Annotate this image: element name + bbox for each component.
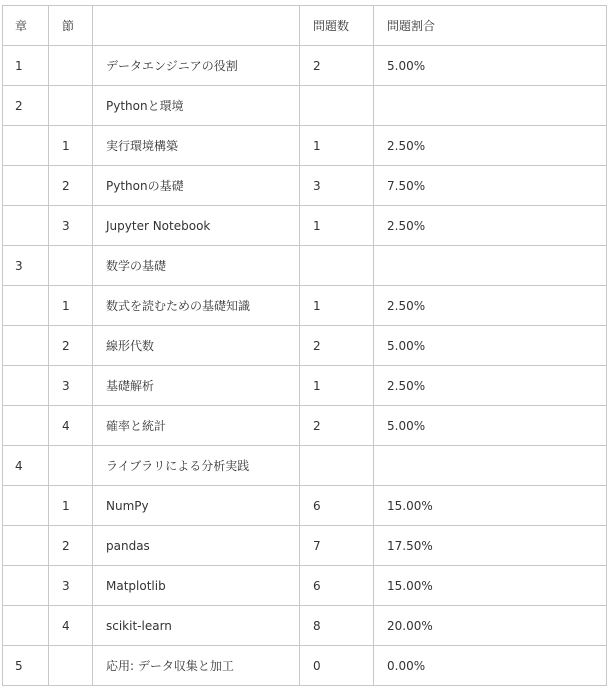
question-ratio-cell [374, 246, 607, 286]
chapter-cell: 2 [3, 86, 49, 126]
table-body [3, 46, 607, 686]
question-ratio-cell [374, 446, 607, 486]
table-row [3, 406, 607, 446]
chapter-cell [3, 486, 49, 526]
question-ratio-cell [374, 86, 607, 126]
question-ratio-cell: 5.00% [374, 46, 607, 86]
section-cell [49, 446, 93, 486]
question-count-cell: 8 [300, 606, 374, 646]
question-ratio-cell: 5.00% [374, 406, 607, 446]
title-cell: Matplotlib [93, 566, 300, 606]
title-cell: 数式を読むための基礎知識 [93, 286, 300, 326]
title-cell: 線形代数 [93, 326, 300, 366]
question-count-cell [300, 86, 374, 126]
table-row [3, 246, 607, 286]
chapter-cell [3, 166, 49, 206]
chapter-cell [3, 566, 49, 606]
question-count-cell: 6 [300, 486, 374, 526]
chapter-cell [3, 366, 49, 406]
question-ratio-cell: 20.00% [374, 606, 607, 646]
table-row [3, 286, 607, 326]
chapter-cell: 5 [3, 646, 49, 686]
question-count-cell: 2 [300, 326, 374, 366]
question-ratio-cell: 15.00% [374, 566, 607, 606]
header-title [93, 6, 300, 46]
table-row [3, 646, 607, 686]
chapter-cell [3, 606, 49, 646]
title-cell: Jupyter Notebook [93, 206, 300, 246]
table-row [3, 326, 607, 366]
exam-scope-table [2, 5, 607, 686]
table-row [3, 526, 607, 566]
section-cell: 4 [49, 406, 93, 446]
table-row [3, 486, 607, 526]
section-cell: 2 [49, 326, 93, 366]
question-count-cell: 7 [300, 526, 374, 566]
table-row [3, 86, 607, 126]
chapter-cell [3, 406, 49, 446]
title-cell: Pythonと環境 [93, 86, 300, 126]
table-row [3, 46, 607, 86]
chapter-cell: 1 [3, 46, 49, 86]
question-count-cell: 1 [300, 206, 374, 246]
table-row [3, 126, 607, 166]
table-row [3, 166, 607, 206]
title-cell: ライブラリによる分析実践 [93, 446, 300, 486]
title-cell: 基礎解析 [93, 366, 300, 406]
question-count-cell: 2 [300, 406, 374, 446]
chapter-cell [3, 286, 49, 326]
question-ratio-cell: 7.50% [374, 166, 607, 206]
title-cell: Pythonの基礎 [93, 166, 300, 206]
table-row [3, 206, 607, 246]
question-count-cell [300, 446, 374, 486]
header-section: 節 [49, 6, 93, 46]
table-row [3, 366, 607, 406]
chapter-cell: 3 [3, 246, 49, 286]
section-cell: 1 [49, 286, 93, 326]
question-ratio-cell: 15.00% [374, 486, 607, 526]
title-cell: scikit-learn [93, 606, 300, 646]
question-count-cell: 1 [300, 366, 374, 406]
table-row [3, 446, 607, 486]
question-ratio-cell: 2.50% [374, 206, 607, 246]
header-question-count: 問題数 [300, 6, 374, 46]
question-count-cell: 2 [300, 46, 374, 86]
section-cell: 1 [49, 126, 93, 166]
question-ratio-cell: 17.50% [374, 526, 607, 566]
section-cell [49, 246, 93, 286]
title-cell: NumPy [93, 486, 300, 526]
chapter-cell [3, 526, 49, 566]
question-count-cell: 3 [300, 166, 374, 206]
section-cell: 3 [49, 366, 93, 406]
header-row [3, 6, 607, 46]
title-cell: 数学の基礎 [93, 246, 300, 286]
chapter-cell: 4 [3, 446, 49, 486]
title-cell: データエンジニアの役割 [93, 46, 300, 86]
header-question-ratio: 問題割合 [374, 6, 607, 46]
section-cell: 1 [49, 486, 93, 526]
section-cell: 2 [49, 526, 93, 566]
table-container [2, 5, 607, 686]
section-cell [49, 646, 93, 686]
question-count-cell: 0 [300, 646, 374, 686]
section-cell [49, 46, 93, 86]
title-cell: 実行環境構築 [93, 126, 300, 166]
title-cell: pandas [93, 526, 300, 566]
question-ratio-cell: 2.50% [374, 126, 607, 166]
section-cell: 2 [49, 166, 93, 206]
question-count-cell: 6 [300, 566, 374, 606]
question-ratio-cell: 2.50% [374, 366, 607, 406]
question-ratio-cell: 0.00% [374, 646, 607, 686]
header-chapter: 章 [3, 6, 49, 46]
title-cell: 確率と統計 [93, 406, 300, 446]
section-cell: 3 [49, 566, 93, 606]
table-row [3, 606, 607, 646]
table-header [3, 6, 607, 46]
question-count-cell: 1 [300, 126, 374, 166]
question-count-cell [300, 246, 374, 286]
section-cell [49, 86, 93, 126]
title-cell: 応用: データ収集と加工 [93, 646, 300, 686]
question-ratio-cell: 2.50% [374, 286, 607, 326]
question-ratio-cell: 5.00% [374, 326, 607, 366]
table-row [3, 566, 607, 606]
section-cell: 4 [49, 606, 93, 646]
question-count-cell: 1 [300, 286, 374, 326]
chapter-cell [3, 326, 49, 366]
section-cell: 3 [49, 206, 93, 246]
chapter-cell [3, 206, 49, 246]
chapter-cell [3, 126, 49, 166]
